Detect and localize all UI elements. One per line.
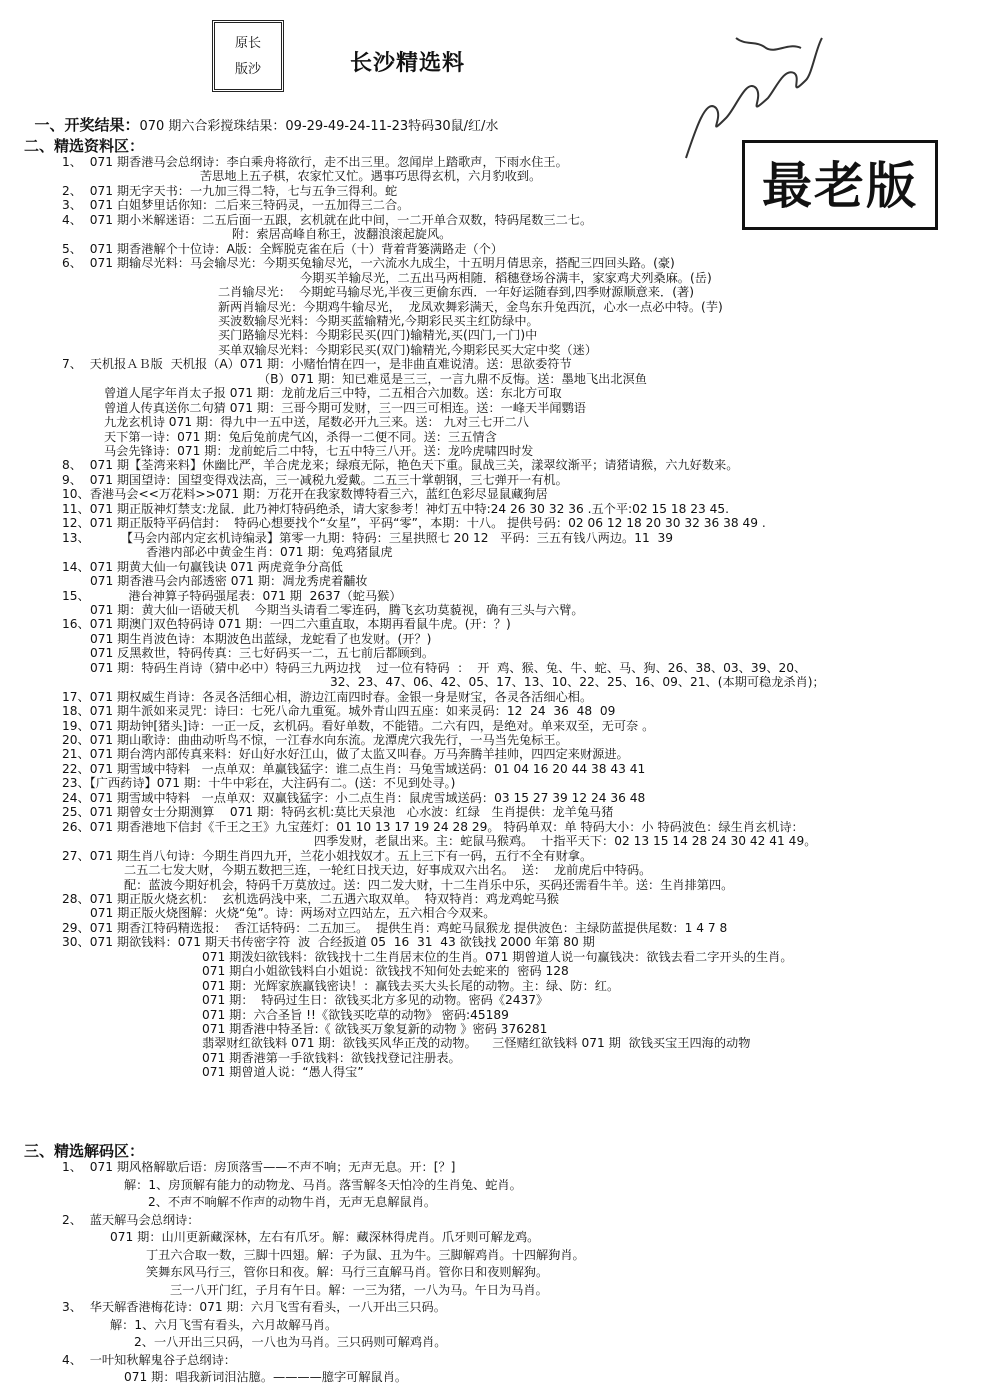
content-line: 071 期：特码生肖诗（猜中必中）特码三九两边找 过一位有特码 ： 开 鸡、猴、兔、牛、蛇、马、狗、26、38、03、39、20、 xyxy=(90,660,807,675)
content-line: 071 期：光辉家族赢钱密诀！：赢钱去买大头长尾的动物。主：绿、防：红。 xyxy=(202,978,620,993)
content-line: 19、071 期劫钟[猪头]诗：一正一反，玄机码。看好单数，不能错。二六有四，是绝对。单来双至，无可奈 。 xyxy=(62,718,655,733)
content-line: 7、 天机报ＡＢ版 天机报（A）071 期：小赌怡情在四一，是非曲直难说清。送：思欲委符节 xyxy=(62,357,572,372)
content-line: 新两肖输尽光：今期鸡牛输尽光， 龙凤欢舞彩满天，金鸟东升兔西沉，心水一点必中特。(芋) xyxy=(218,299,723,314)
content-line: 17、071 期权威生肖诗：各灵各活细心相，游边江南四时春。金银一身是财宝，各灵各活细心相。 xyxy=(62,689,593,704)
content-line: 1、 071 期风格解歇后语：房顶落雪——不声不响；无声无息。开：[？] xyxy=(62,1160,456,1174)
content-line: 4、 071 期小米解迷语：二五后面一五跟，玄机就在此中间，一二开单合双数，特码尾数三二七。 xyxy=(62,212,593,227)
section-3-heading: 三、精选解码区： xyxy=(24,1142,145,1160)
content-line: 2、 蓝天解马会总纲诗： xyxy=(62,1212,200,1227)
content-line: 丁丑六合取一数，三脚十四翅。解：子为鼠、丑为牛。三脚解鸡肖。十四解狗肖。 xyxy=(146,1247,585,1262)
content-line: 071 期生肖波色诗：本期波色出蓝绿，龙蛇看了也发财。(开？) xyxy=(90,631,432,646)
content-line: 解：1、房顶解有能力的动物龙、马肖。落雪解冬天怕冷的生肖兔、蛇肖。 xyxy=(124,1177,522,1192)
content-line: 二五二七发大财，今期五数把三连，一轮红日找天边，好事成双六出名。 送： 龙前虎后中特码。 xyxy=(124,863,652,878)
content-line: （B）071 期：知已难觅是三三，一言九鼎不反悔。送：墨地飞出北溟鱼 xyxy=(258,371,647,386)
content-line: 2、 071 期无字天书：一九加三得二特，七与五争三得利。蛇 xyxy=(62,183,398,198)
content-line: 3、 华天解香港梅花诗：071 期：六月飞雪有看头，一八开出三只码。 xyxy=(62,1300,446,1314)
content-line: 买波数输尽光料：今期买蓝输精光,今期彩民买主红防绿中。 xyxy=(218,313,539,328)
content-line: 32、23、47、06、42、05、17、13、10、22、25、16、09、21、(本期可稳龙杀肖)； xyxy=(330,675,825,690)
content-line: 买单双输尽光料：今期彩民买(双门)输精光,今期彩民买大定中奖（迷） xyxy=(218,342,598,357)
content-line: 四季发财，老鼠出来。主：蛇鼠马猴鸡。 十指平天下：02 13 15 14 28 24 30 42 41 49。 xyxy=(314,834,817,849)
content-line: 071 期香港中特圣旨:《 欲钱买万象复新的动物 》密码 376281 xyxy=(202,1022,548,1036)
content-line: 13、 【马会内部内定玄机诗编录】第零一九期：特码：三星拱照七 20 12 平码：三五有钱八两边。11 39 xyxy=(62,530,673,545)
content-line: 071 期：山川更新藏深林，左右有爪牙。解：藏深林得虎肖。爪牙则可解龙鸡。 xyxy=(110,1230,540,1244)
draw-result-text: 070 期六合彩搅珠结果：09-29-49-24-11-23特码30鼠/红/水 xyxy=(139,119,499,134)
content-line: 今期买羊输尽光，二五出马两相随．稻穗登场谷满丰，家家鸡犬列桑麻。(岳) xyxy=(300,270,712,285)
content-line: 30、071 期欲钱料：071 期天书传密字符 波 合经扳道 05 16 31 43 欲钱找 2000 年第 80 期 xyxy=(62,935,595,950)
content-line: 11、071 期正版神灯禁支:龙鼠．此乃神灯特码绝杀，请大家参考！神灯五中特:24 26 30 32 36 .五个平:02 15 18 23 45. xyxy=(62,501,730,516)
page-title: 长沙精选料 xyxy=(350,51,466,76)
content-line: 071 期曾道人说：“愚人得宝” xyxy=(202,1065,364,1080)
content-line: 25、071 期曾女士分期测算 071 期：特码玄机:莫比天泉池 心水波：红绿 生肖提供：龙羊兔马猪 xyxy=(62,805,614,820)
content-line: 马会先锋诗：071 期：龙前蛇后二中特，七五中特三八开。送：龙吟虎啸四时发 xyxy=(104,444,534,458)
content-line: 3、 071 白姐梦里话你知：二后来三特码灵，一五加得三二合。 xyxy=(62,198,410,213)
stamp-line-1: 原长 xyxy=(234,36,261,51)
content-line: 九龙玄机诗 071 期：得九中一五中送，尾数必开九三来。送： 九对三七开二八 xyxy=(104,415,529,430)
content-line: 天下第一诗：071 期：兔后兔前虎气凶，杀得一二便不同。送：三五情含 xyxy=(104,429,497,444)
content-line: 071 期香港第一手欲钱料：欲钱找登记注册表。 xyxy=(202,1050,461,1065)
content-line: 配：蓝波今期好机会，特码千万莫放过。送：四二发大财，十二生肖乐中乐，买码还需看牛羊。送：生肖排第四。 xyxy=(124,877,734,892)
content-line: 二肖输尽光： 今期蛇马输尽光,半夜三更偷东西．一年好运随春到,四季财源顺意来．(著) xyxy=(218,285,694,300)
section-2-heading: 二、精选资料区： xyxy=(24,137,145,155)
content-line: 4、 一叶知秋解鬼谷子总纲诗： xyxy=(62,1352,236,1367)
content-line: 071 反黑救世，特码传真：三七好码买一二，五七前后都顾到。 xyxy=(90,646,435,661)
content-line: 12、071 期正版特平码信封： 特码心想要找个“女星”，平码“零”，本期：十八。 提供号码：02 06 12 18 20 30 32 36 38 49 . xyxy=(62,516,766,531)
content-line: 29、071 期香江特码精选报： 香江话特码：二五加三。 提供生肖：鸡蛇马鼠猴龙 提供波色：主绿防蓝提供尾数：1 4 7 8 xyxy=(62,920,728,935)
content-line: 071 期：六合圣旨 !!《欲钱买吃草的动物》 密码:45189 xyxy=(202,1007,509,1022)
content-line: 附：索居高峰自称王，波翻浪滚起旋风。 xyxy=(232,227,452,242)
latest-edition-badge: 最老版 xyxy=(742,140,938,230)
content-line: 买门路输尽光料：今期彩民买(四门)输精光,买(四门,一门)中 xyxy=(218,328,538,343)
content-line: 2、不声不响解不作声的动物牛肖，无声无息解鼠肖。 xyxy=(148,1195,437,1209)
content-line: 27、071 期生肖八句诗：今期生肖四九开，兰花小姐找奴才。五上三下有一码，五行不全有财拿。 xyxy=(62,848,593,863)
content-line: 翡翠财红欲钱料 071 期：欲钱买风华正茂的动物。 三怪赌红欲钱料 071 期 欲钱买宝王四海的动物 xyxy=(202,1036,751,1051)
content-line: 10、香港马会<<万花料>>071 期：万花开在我家数博特看三六，蓝红色彩尽显鼠藏狗居 xyxy=(62,487,548,502)
content-line: 071 期： 特码过生日：欲钱买北方多见的动物。密码《2437》 xyxy=(202,993,549,1008)
content-line: 14、071 期黄大仙一句赢钱诀 071 两虎竟争分高低 xyxy=(62,559,343,574)
content-line: 2、一八开出三只码，一八也为马肖。三只码则可解鸡肖。 xyxy=(134,1335,447,1349)
content-line: 曾道人传真送你二句猜 071 期：三哥今期可发财，三一四三可相连。送：一峰天半闻鹦语 xyxy=(104,400,586,415)
content-line: 1、 071 期香港马会总纲诗：李白乘舟将欲行，走不出三里。忽闻岸上踏歌声，下雨水住王。 xyxy=(62,155,568,169)
section-1-label: 一、开奖结果： xyxy=(34,116,140,134)
content-line: 071 期香港马会内部透密 071 期：凋龙秀虎着黼妆 xyxy=(90,574,368,589)
content-line: 071 期：黄大仙一语破天机 今期当头请看二零连码，腾飞玄功莫藐视，确有三头与六臂。 xyxy=(90,602,584,617)
content-line: 20、071 期山歌诗：曲曲动听鸟不惊，一江春水向东流。龙潭虎穴我先行，一马当先兔标王。 xyxy=(62,733,568,747)
content-line: 6、 071 期输尽光料：马会输尽光：今期买兔输尽光，一六流水九成尘，十五明月倩思亲，搭配三四回头路。(豪) xyxy=(62,256,675,271)
content-line: 23、【广西药诗】071 期：十牛中彩在，大注码有二。(送：不见到处寻。) xyxy=(62,776,456,791)
content-line: 071 期正版火烧图解：火烧“兔”。诗：两场对立四站左，五六相合今双来。 xyxy=(90,906,496,921)
content-line: 9、 071 期国望诗：国望变得戏法高，三一减税九爱戴。二五三十掌朝钢，三七弹开一有机。 xyxy=(62,472,568,487)
content-line: 三一八开门红，子月有午日。解：一三为猪，一八为马。午日为马肖。 xyxy=(170,1282,548,1297)
content-line: 8、 071 期【荃湾来料】休幽比严，羊合虎龙来；绿痕无际，艳色天下重。鼠战三关，漾翠纹渐平；请猪请猴，六九好数来。 xyxy=(62,458,739,473)
content-line: 笑舞东风马行三，管你日和夜。解：马行三直解马肖。管你日和夜则解狗。 xyxy=(146,1265,549,1279)
content-line: 16、071 期澳门双色特码诗 071 期：一四二六重直取，本期再看鼠牛虎。(开：？) xyxy=(62,617,511,632)
content-line: 22、071 期雪域中特料 一点单双：单赢钱猛字：谁二点生肖：马兔雪域送码：01 04 16 20 44 38 43 41 xyxy=(62,761,646,776)
content-line: 15、 港台神算子特码强尾表：071 期 2637（蛇马猴） xyxy=(62,588,402,603)
content-line: 071 期：唱我新词泪沾臆。————臆字可解鼠肖。 xyxy=(124,1370,408,1384)
content-line: 解：1、六月飞雪有看头，六月故解马肖。 xyxy=(110,1317,338,1332)
content-line: 曾道人尾字年肖太子报 071 期：龙前龙后三中特，二五相合六加数。送：东北方可取 xyxy=(104,386,562,401)
content-line: 苦思地上五子棋，农家忙又忙。遇事巧思得玄机，六月豹收到。 xyxy=(200,169,542,184)
content-line: 18、071 期牛派如来灵咒：诗曰：七死八命九重冤。城外青山四五座：如来灵码：12 24 36 48 09 xyxy=(62,704,616,719)
content-line: 5、 071 期香港解个十位诗：A版：全辉脱克雀在后（十）背着背篓满路走（个） xyxy=(62,241,503,256)
content-line: 26、071 期香港地下信封《千王之王》九宝莲灯：01 10 13 17 19 24 28 29。 特码单双：单 特码大小：小 特码波色：绿生肖玄机诗： xyxy=(62,819,804,834)
content-line: 21、071 期台湾内部传真来料：好山好水好江山，做了太监又叫春。万马奔腾羊挂帅，四四定来财源进。 xyxy=(62,747,629,762)
stamp-line-2: 版沙 xyxy=(234,62,261,77)
content-line: 香港内部必中黄金生肖：071 期：兔鸡猪鼠虎 xyxy=(146,545,393,560)
content-line: 071 期泼妇欲钱料：欲钱找十二生肖居末位的生肖。071 期曾道人说一句赢钱决：欲钱去看二字开头的生肖。 xyxy=(202,949,793,964)
content-line: 24、071 期雪域中特料 一点单双：双赢钱猛字：小二点生肖：鼠虎雪域送码：03 15 27 39 12 24 36 48 xyxy=(62,790,646,805)
content-line: 28、071 期正版火烧玄机： 玄机选码浅中来，二五遇六取双单。 特双特肖：鸡龙鸡蛇马猴 xyxy=(62,891,559,906)
content-line: 071 期白小姐欲钱料白小姐说：欲钱找不知何处去蛇来的 密码 128 xyxy=(202,964,569,979)
